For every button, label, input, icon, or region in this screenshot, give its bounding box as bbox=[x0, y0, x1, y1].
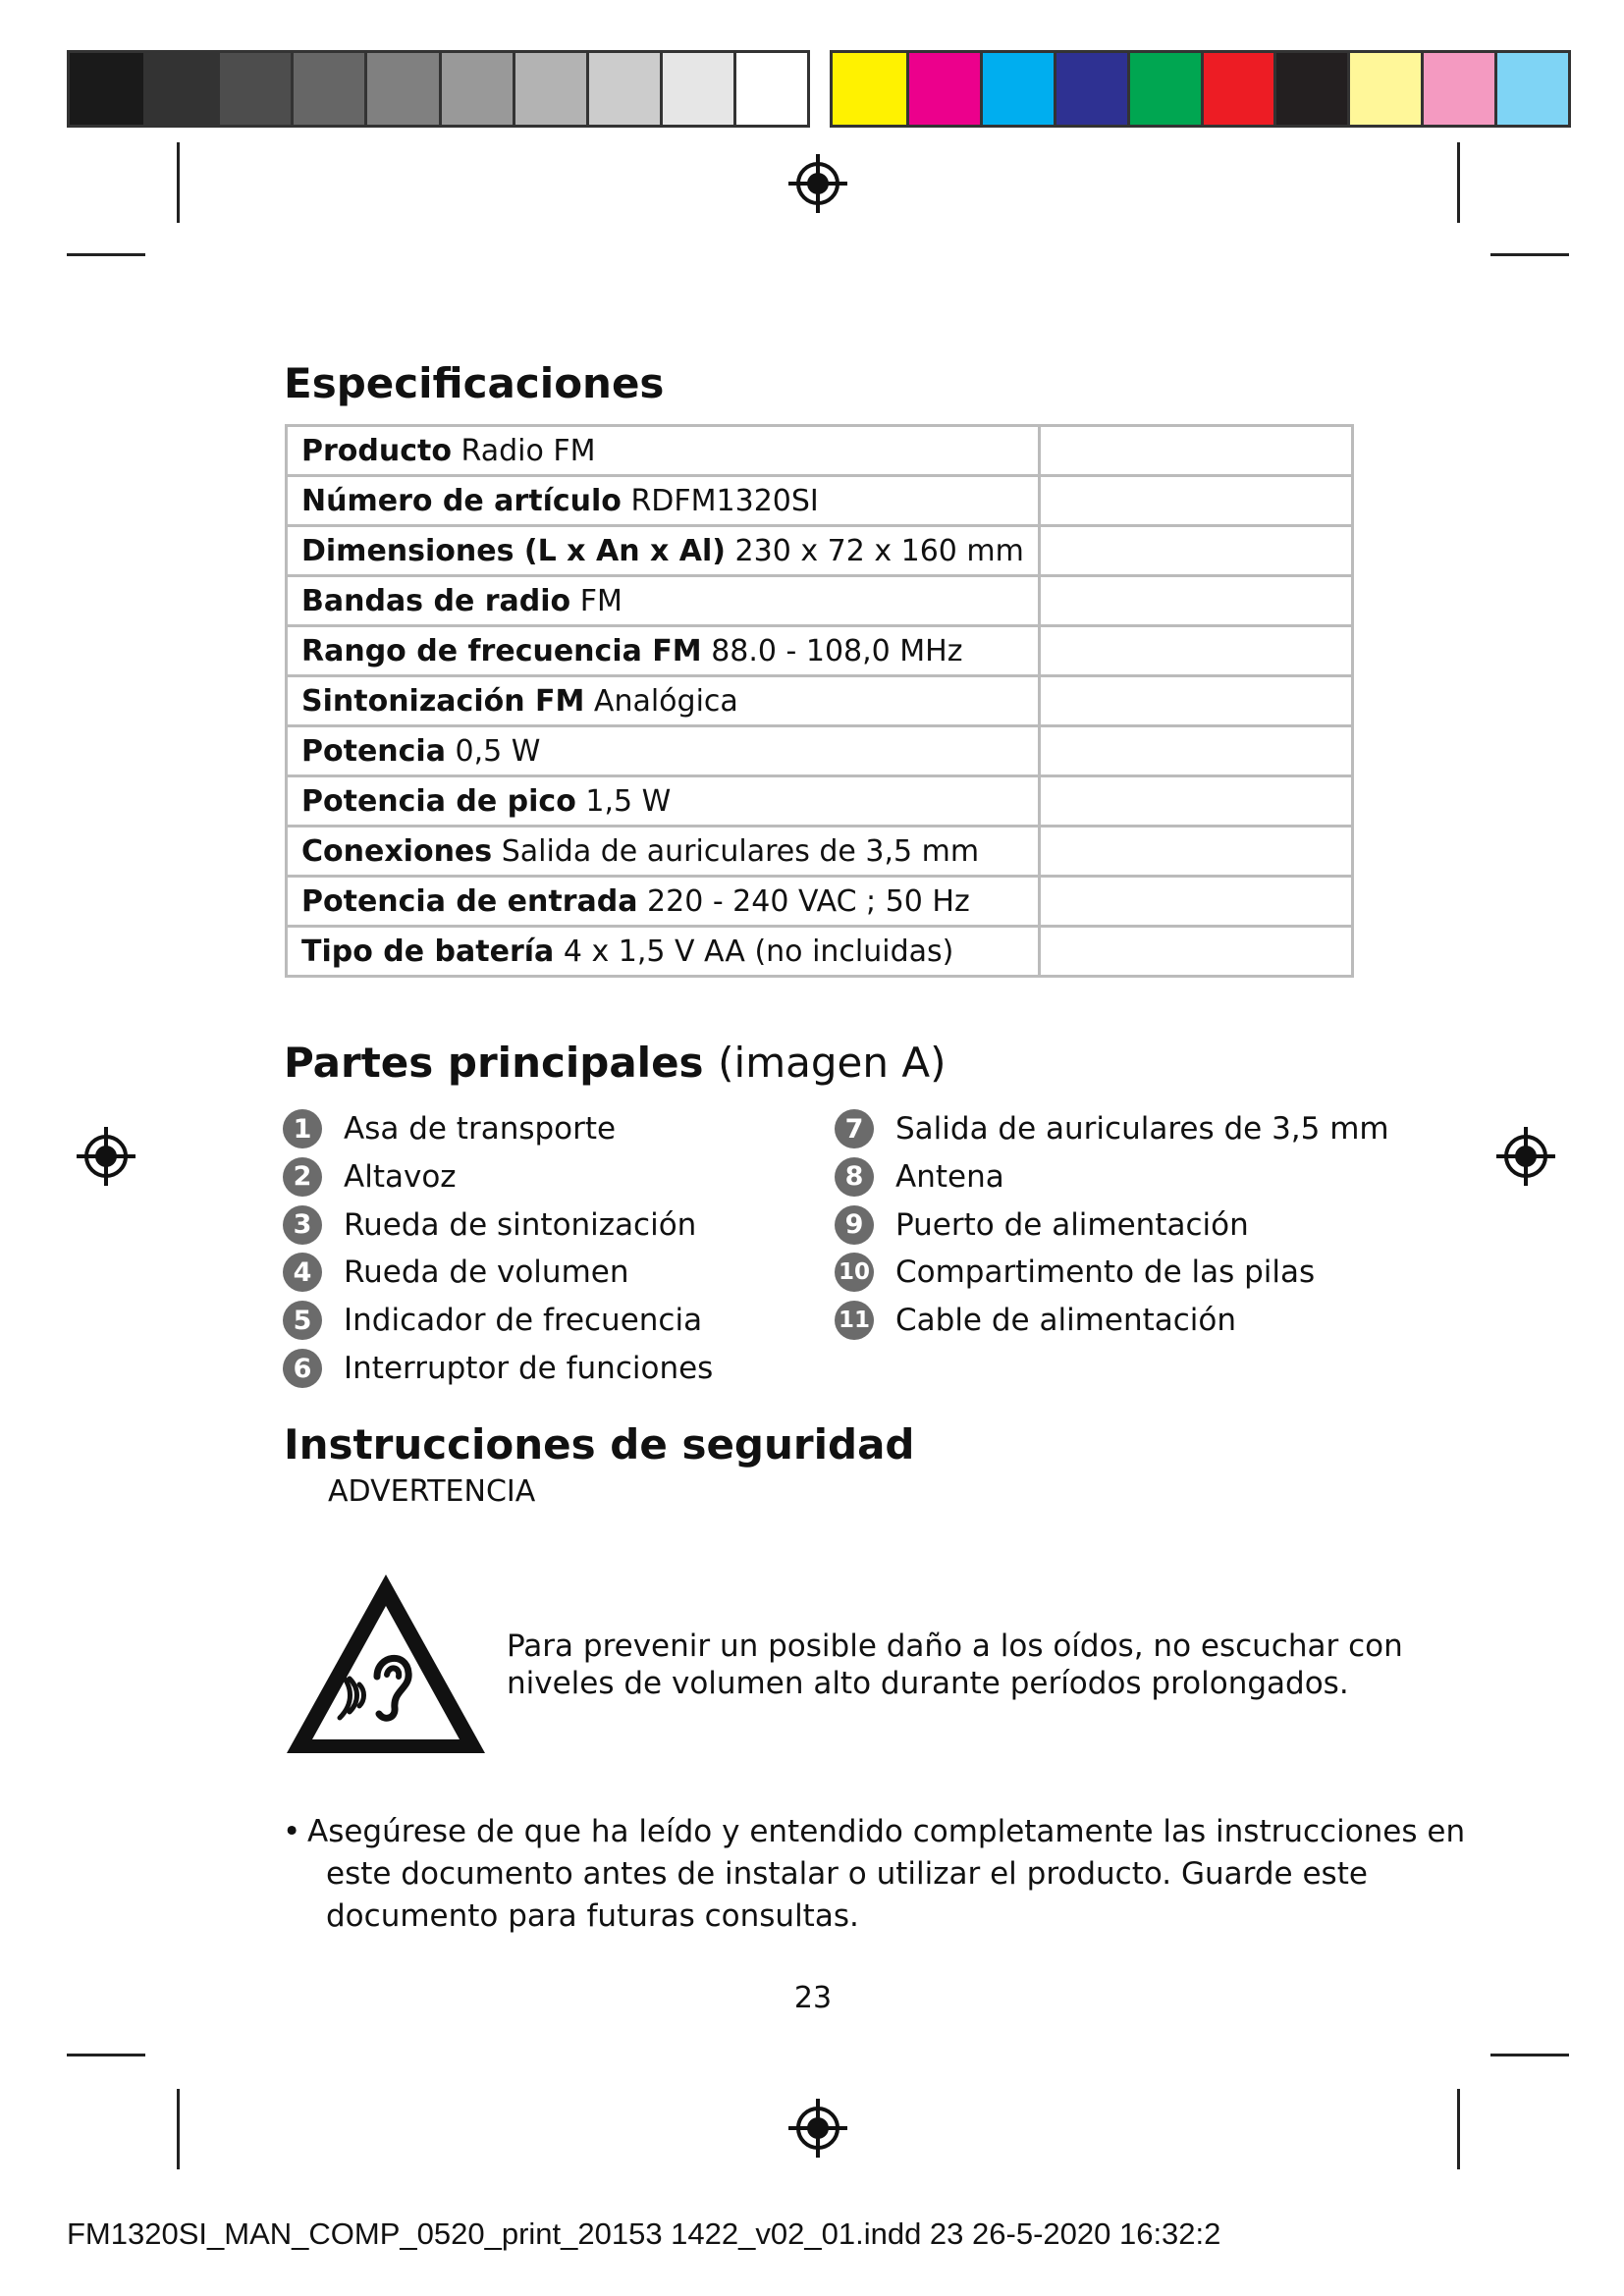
page-number: 23 bbox=[793, 1981, 833, 2015]
part-number-badge: 5 bbox=[283, 1301, 322, 1340]
part-number-badge: 4 bbox=[283, 1253, 322, 1292]
registration-mark-icon bbox=[788, 154, 847, 213]
part-item bbox=[283, 1155, 457, 1199]
specs-table bbox=[285, 424, 1354, 978]
part-item bbox=[835, 1251, 1315, 1294]
spec-cell-empty bbox=[1039, 676, 1352, 726]
crop-mark bbox=[177, 142, 180, 223]
color-swatch bbox=[70, 53, 144, 125]
spec-cell-empty bbox=[1039, 927, 1352, 977]
bullet-line-2: este documento antes de instalar o utilizar el producto. Guarde este bbox=[326, 1856, 1368, 1892]
part-label: Altavoz bbox=[344, 1158, 457, 1195]
color-swatch bbox=[291, 53, 365, 125]
spec-label: Tipo de batería bbox=[301, 934, 555, 969]
parts-title-text: Partes principales bbox=[284, 1039, 704, 1087]
spec-row bbox=[287, 827, 1353, 877]
crop-mark bbox=[1457, 2089, 1460, 2169]
safety-title: Instrucciones de seguridad bbox=[284, 1420, 915, 1468]
spec-cell-empty bbox=[1039, 877, 1352, 927]
color-swatch bbox=[733, 53, 808, 125]
crop-mark bbox=[1457, 142, 1460, 223]
part-label: Compartimento de las pilas bbox=[895, 1255, 1316, 1291]
crop-mark bbox=[67, 253, 145, 256]
spec-cell bbox=[287, 877, 1040, 927]
spec-value: 1,5 W bbox=[585, 783, 672, 819]
spec-cell-empty bbox=[1039, 526, 1352, 576]
spec-label: Bandas de radio bbox=[301, 583, 571, 618]
part-item bbox=[283, 1107, 616, 1150]
color-swatch bbox=[1494, 53, 1568, 125]
spec-row bbox=[287, 927, 1353, 977]
spec-cell-empty bbox=[1039, 476, 1352, 526]
color-swatch bbox=[1273, 53, 1347, 125]
color-bar bbox=[830, 50, 1571, 128]
color-swatch bbox=[1421, 53, 1494, 125]
spec-cell-empty bbox=[1039, 626, 1352, 676]
spec-cell bbox=[287, 827, 1040, 877]
spec-row bbox=[287, 426, 1353, 476]
spec-cell bbox=[287, 526, 1040, 576]
part-item bbox=[835, 1107, 1389, 1150]
spec-cell bbox=[287, 626, 1040, 676]
hearing-warning-line-1: Para prevenir un posible daño a los oídos, no escuchar con bbox=[507, 1629, 1403, 1664]
spec-row bbox=[287, 776, 1353, 827]
spec-cell bbox=[287, 927, 1040, 977]
spec-row bbox=[287, 476, 1353, 526]
part-item bbox=[283, 1299, 702, 1342]
color-swatch bbox=[1054, 53, 1127, 125]
spec-cell-empty bbox=[1039, 827, 1352, 877]
spec-cell bbox=[287, 576, 1040, 626]
color-swatch bbox=[1201, 53, 1274, 125]
part-label: Salida de auriculares de 3,5 mm bbox=[895, 1111, 1389, 1147]
spec-label: Sintonización FM bbox=[301, 683, 585, 719]
spec-cell bbox=[287, 726, 1040, 776]
spec-row bbox=[287, 626, 1353, 676]
specs-title: Especificaciones bbox=[284, 359, 665, 407]
spec-row bbox=[287, 526, 1353, 576]
crop-mark bbox=[67, 2054, 145, 2056]
part-label: Interruptor de funciones bbox=[344, 1351, 714, 1386]
color-swatch bbox=[586, 53, 661, 125]
spec-label: Conexiones bbox=[301, 833, 493, 869]
part-label: Indicador de frecuencia bbox=[344, 1303, 703, 1339]
spec-cell-empty bbox=[1039, 576, 1352, 626]
part-item bbox=[835, 1299, 1236, 1342]
part-label: Cable de alimentación bbox=[895, 1303, 1237, 1339]
spec-value: 4 x 1,5 V AA (no incluidas) bbox=[563, 934, 954, 969]
color-swatch bbox=[906, 53, 980, 125]
spec-label: Número de artículo bbox=[301, 483, 622, 518]
registration-mark-icon bbox=[788, 2099, 847, 2158]
part-item bbox=[835, 1203, 1249, 1247]
color-swatch bbox=[1127, 53, 1201, 125]
part-number-badge: 1 bbox=[283, 1109, 322, 1148]
part-item bbox=[283, 1251, 629, 1294]
warning-label-text: ADVERTENCIA bbox=[328, 1474, 536, 1509]
bullet-marker: • bbox=[283, 1814, 301, 1849]
spec-value: Analógica bbox=[593, 683, 738, 719]
spec-value: FM bbox=[579, 583, 623, 618]
spec-value: 220 - 240 VAC ; 50 Hz bbox=[647, 883, 970, 919]
part-number-badge: 3 bbox=[283, 1205, 322, 1245]
bullet-line-1: Asegúrese de que ha leído y entendido completamente las instrucciones en bbox=[307, 1814, 1466, 1849]
spec-cell bbox=[287, 776, 1040, 827]
part-number-badge: 11 bbox=[835, 1301, 874, 1340]
part-label: Rueda de sintonización bbox=[344, 1206, 697, 1243]
color-swatch bbox=[143, 53, 218, 125]
spec-cell-empty bbox=[1039, 426, 1352, 476]
hearing-warning-line-2: niveles de volumen alto durante períodos prolongados. bbox=[507, 1666, 1349, 1701]
part-number-badge: 8 bbox=[835, 1157, 874, 1197]
spec-cell bbox=[287, 676, 1040, 726]
part-number-badge: 6 bbox=[283, 1349, 322, 1388]
color-swatch bbox=[660, 53, 734, 125]
spec-label: Producto bbox=[301, 433, 452, 468]
color-swatch bbox=[439, 53, 514, 125]
spec-cell bbox=[287, 476, 1040, 526]
registration-mark-icon bbox=[1496, 1127, 1555, 1186]
bullet-line-3: documento para futuras consultas. bbox=[326, 1898, 859, 1934]
crop-mark bbox=[1490, 253, 1569, 256]
spec-label: Dimensiones (L x An x Al) bbox=[301, 533, 726, 568]
spec-label: Rango de frecuencia FM bbox=[301, 633, 702, 668]
part-label: Antena bbox=[895, 1158, 1004, 1195]
grayscale-bar bbox=[67, 50, 810, 128]
spec-row bbox=[287, 676, 1353, 726]
color-swatch bbox=[364, 53, 439, 125]
spec-row bbox=[287, 726, 1353, 776]
spec-value: 88.0 - 108,0 MHz bbox=[711, 633, 963, 668]
spec-row bbox=[287, 576, 1353, 626]
spec-label: Potencia bbox=[301, 733, 446, 769]
spec-value: Salida de auriculares de 3,5 mm bbox=[501, 833, 980, 869]
spec-value: RDFM1320SI bbox=[630, 483, 819, 518]
spec-value: 230 x 72 x 160 mm bbox=[734, 533, 1024, 568]
spec-label: Potencia de pico bbox=[301, 783, 576, 819]
warning-label bbox=[328, 1474, 535, 1509]
print-footer: FM1320SI_MAN_COMP_0520_print_20153 1422_v02_01.indd 23 26-5-2020 16:32:2 bbox=[67, 2216, 1221, 2251]
part-label: Asa de transporte bbox=[344, 1111, 617, 1147]
color-swatch bbox=[980, 53, 1054, 125]
color-swatch bbox=[217, 53, 292, 125]
part-number-badge: 7 bbox=[835, 1109, 874, 1148]
registration-mark-icon bbox=[77, 1127, 135, 1186]
hearing-warning-icon bbox=[281, 1569, 491, 1761]
part-number-badge: 2 bbox=[283, 1157, 322, 1197]
spec-row bbox=[287, 877, 1353, 927]
spec-value: 0,5 W bbox=[455, 733, 541, 769]
part-item bbox=[283, 1203, 696, 1247]
spec-cell-empty bbox=[1039, 776, 1352, 827]
parts-title bbox=[284, 1039, 946, 1087]
spec-cell-empty bbox=[1039, 726, 1352, 776]
crop-mark bbox=[177, 2089, 180, 2169]
color-swatch bbox=[833, 53, 906, 125]
part-item bbox=[835, 1155, 1004, 1199]
spec-cell bbox=[287, 426, 1040, 476]
part-item bbox=[283, 1347, 713, 1390]
part-label: Puerto de alimentación bbox=[895, 1206, 1249, 1243]
parts-subtitle: (imagen A) bbox=[718, 1039, 947, 1087]
crop-mark bbox=[1490, 2054, 1569, 2056]
spec-value: Radio FM bbox=[460, 433, 596, 468]
spec-label: Potencia de entrada bbox=[301, 883, 638, 919]
color-swatch bbox=[513, 53, 587, 125]
part-label: Rueda de volumen bbox=[344, 1255, 629, 1291]
part-number-badge: 9 bbox=[835, 1205, 874, 1245]
part-number-badge: 10 bbox=[835, 1253, 874, 1292]
color-swatch bbox=[1347, 53, 1421, 125]
